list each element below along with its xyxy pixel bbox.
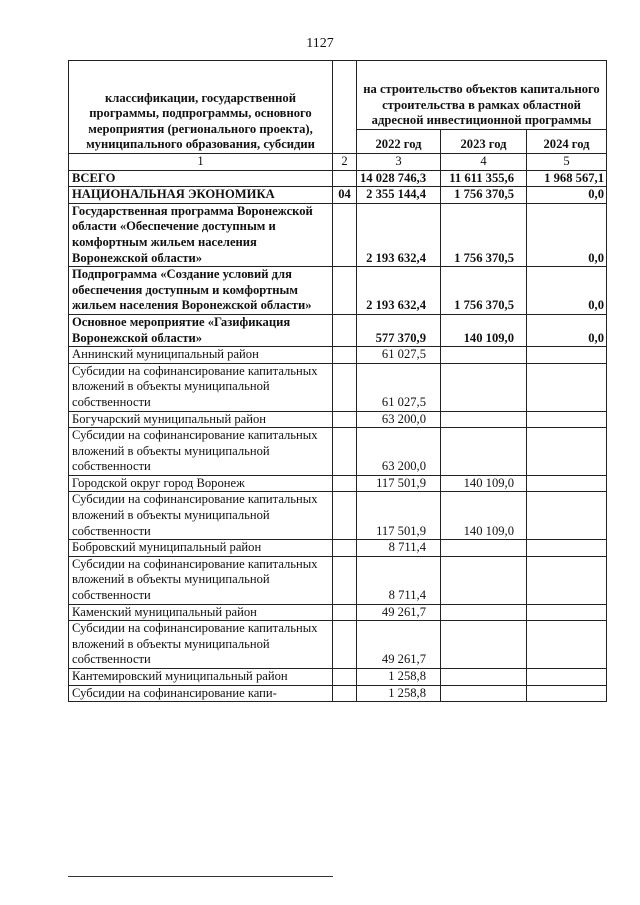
- value-2022: 2 355 144,4: [357, 187, 441, 204]
- row-code: [333, 363, 357, 411]
- row-name: Каменский муниципальный район: [69, 604, 333, 621]
- value-2024: 1 968 567,1: [527, 170, 607, 187]
- row-name: Субсидии на софинансирование капитальных вложений в объекты муниципальной собственности: [69, 492, 333, 540]
- table-row: [69, 428, 607, 476]
- table-row: [69, 187, 607, 204]
- value-2022: 117 501,9: [357, 492, 441, 540]
- budget-table: [68, 60, 607, 702]
- table-body: [69, 170, 607, 702]
- row-name: Бобровский муниципальный район: [69, 540, 333, 557]
- value-2024: [527, 428, 607, 476]
- table-row: [69, 411, 607, 428]
- value-2022: 1 258,8: [357, 669, 441, 686]
- value-2022: 61 027,5: [357, 347, 441, 364]
- value-2024: [527, 685, 607, 702]
- header-code-cell: [333, 61, 357, 154]
- value-2024: [527, 604, 607, 621]
- table-row: [69, 203, 607, 266]
- row-name: Субсидии на софинансирование капи-: [69, 685, 333, 702]
- row-code: [333, 411, 357, 428]
- value-2023: [441, 621, 527, 669]
- table-header: [69, 61, 607, 171]
- value-2023: [441, 604, 527, 621]
- value-2023: [441, 411, 527, 428]
- table-row: [69, 540, 607, 557]
- row-code: [333, 669, 357, 686]
- value-2023: 11 611 355,6: [441, 170, 527, 187]
- year-2024-header: 2024 год: [527, 130, 607, 154]
- column-number: 2: [333, 154, 357, 171]
- value-2023: 1 756 370,5: [441, 203, 527, 266]
- row-name: Субсидии на софинансирование капитальных вложений в объекты муниципальной собственности: [69, 428, 333, 476]
- row-name: Кантемировский муниципальный район: [69, 669, 333, 686]
- table-row: [69, 492, 607, 540]
- value-2024: 0,0: [527, 203, 607, 266]
- page-number: 1127: [306, 36, 334, 51]
- value-2023: 140 109,0: [441, 314, 527, 346]
- year-2023-header: 2023 год: [441, 130, 527, 154]
- table-row: [69, 363, 607, 411]
- value-2024: [527, 621, 607, 669]
- value-2024: [527, 411, 607, 428]
- value-2024: [527, 363, 607, 411]
- value-2024: 0,0: [527, 187, 607, 204]
- row-code: [333, 492, 357, 540]
- table-row: [69, 267, 607, 315]
- table-row: [69, 621, 607, 669]
- footnote-separator: [68, 876, 333, 877]
- value-2022: 577 370,9: [357, 314, 441, 346]
- value-2022: 61 027,5: [357, 363, 441, 411]
- row-code: [333, 203, 357, 266]
- table-row: [69, 604, 607, 621]
- value-2024: [527, 475, 607, 492]
- table-row: [69, 314, 607, 346]
- value-2022: 63 200,0: [357, 428, 441, 476]
- value-2024: 0,0: [527, 314, 607, 346]
- table-row: [69, 556, 607, 604]
- value-2024: [527, 540, 607, 557]
- row-name: Богучарский муниципальный район: [69, 411, 333, 428]
- column-number: 3: [357, 154, 441, 171]
- row-code: [333, 540, 357, 557]
- row-name: Субсидии на софинансирование капитальных вложений в объекты муниципальной собственности: [69, 363, 333, 411]
- row-code: [333, 475, 357, 492]
- header-left: классификации, государственной программы, подпрограммы, основного мероприятия (регионального проекта), муниципального образования, субсидии: [69, 61, 333, 154]
- table-row: [69, 347, 607, 364]
- value-2022: 14 028 746,3: [357, 170, 441, 187]
- row-name: Государственная программа Воронежской области «Обеспечение доступным и комфортным жильем населения Воронежской области»: [69, 203, 333, 266]
- value-2024: [527, 556, 607, 604]
- column-number: 1: [69, 154, 333, 171]
- row-code: [333, 428, 357, 476]
- row-code: [333, 621, 357, 669]
- value-2024: [527, 347, 607, 364]
- value-2022: 117 501,9: [357, 475, 441, 492]
- value-2023: [441, 685, 527, 702]
- row-name: Субсидии на софинансирование капитальных вложений в объекты муниципальной собственности: [69, 621, 333, 669]
- value-2023: 1 756 370,5: [441, 267, 527, 315]
- value-2023: [441, 347, 527, 364]
- value-2022: 1 258,8: [357, 685, 441, 702]
- value-2022: 63 200,0: [357, 411, 441, 428]
- row-code: 04: [333, 187, 357, 204]
- value-2023: [441, 363, 527, 411]
- row-name: Субсидии на софинансирование капитальных вложений в объекты муниципальной собственности: [69, 556, 333, 604]
- value-2023: 140 109,0: [441, 475, 527, 492]
- year-2022-header: 2022 год: [357, 130, 441, 154]
- row-name: Подпрограмма «Создание условий для обеспечения доступным и комфортным жильем населения Воронежской области»: [69, 267, 333, 315]
- row-code: [333, 604, 357, 621]
- row-name: Основное мероприятие «Газификация Воронежской области»: [69, 314, 333, 346]
- row-name: Городской округ город Воронеж: [69, 475, 333, 492]
- row-code: [333, 347, 357, 364]
- value-2022: 2 193 632,4: [357, 267, 441, 315]
- table-row: [69, 669, 607, 686]
- row-code: [333, 685, 357, 702]
- column-number: 4: [441, 154, 527, 171]
- value-2022: 8 711,4: [357, 540, 441, 557]
- header-right: на строительство объектов капитального строительства в рамках областной адресной инвестиционной программы: [357, 61, 607, 130]
- table-row: [69, 685, 607, 702]
- value-2024: 0,0: [527, 267, 607, 315]
- value-2022: 49 261,7: [357, 621, 441, 669]
- value-2023: [441, 428, 527, 476]
- value-2024: [527, 492, 607, 540]
- value-2023: [441, 540, 527, 557]
- value-2023: 1 756 370,5: [441, 187, 527, 204]
- value-2022: 49 261,7: [357, 604, 441, 621]
- value-2023: [441, 669, 527, 686]
- row-code: [333, 267, 357, 315]
- row-name: НАЦИОНАЛЬНАЯ ЭКОНОМИКА: [69, 187, 333, 204]
- row-code: [333, 170, 357, 187]
- row-name: Аннинский муниципальный район: [69, 347, 333, 364]
- row-name: ВСЕГО: [69, 170, 333, 187]
- row-code: [333, 556, 357, 604]
- row-code: [333, 314, 357, 346]
- value-2024: [527, 669, 607, 686]
- value-2023: [441, 556, 527, 604]
- value-2022: 2 193 632,4: [357, 203, 441, 266]
- column-number: 5: [527, 154, 607, 171]
- table-row: [69, 475, 607, 492]
- table-row: [69, 170, 607, 187]
- value-2023: 140 109,0: [441, 492, 527, 540]
- value-2022: 8 711,4: [357, 556, 441, 604]
- column-number-row: [69, 154, 607, 171]
